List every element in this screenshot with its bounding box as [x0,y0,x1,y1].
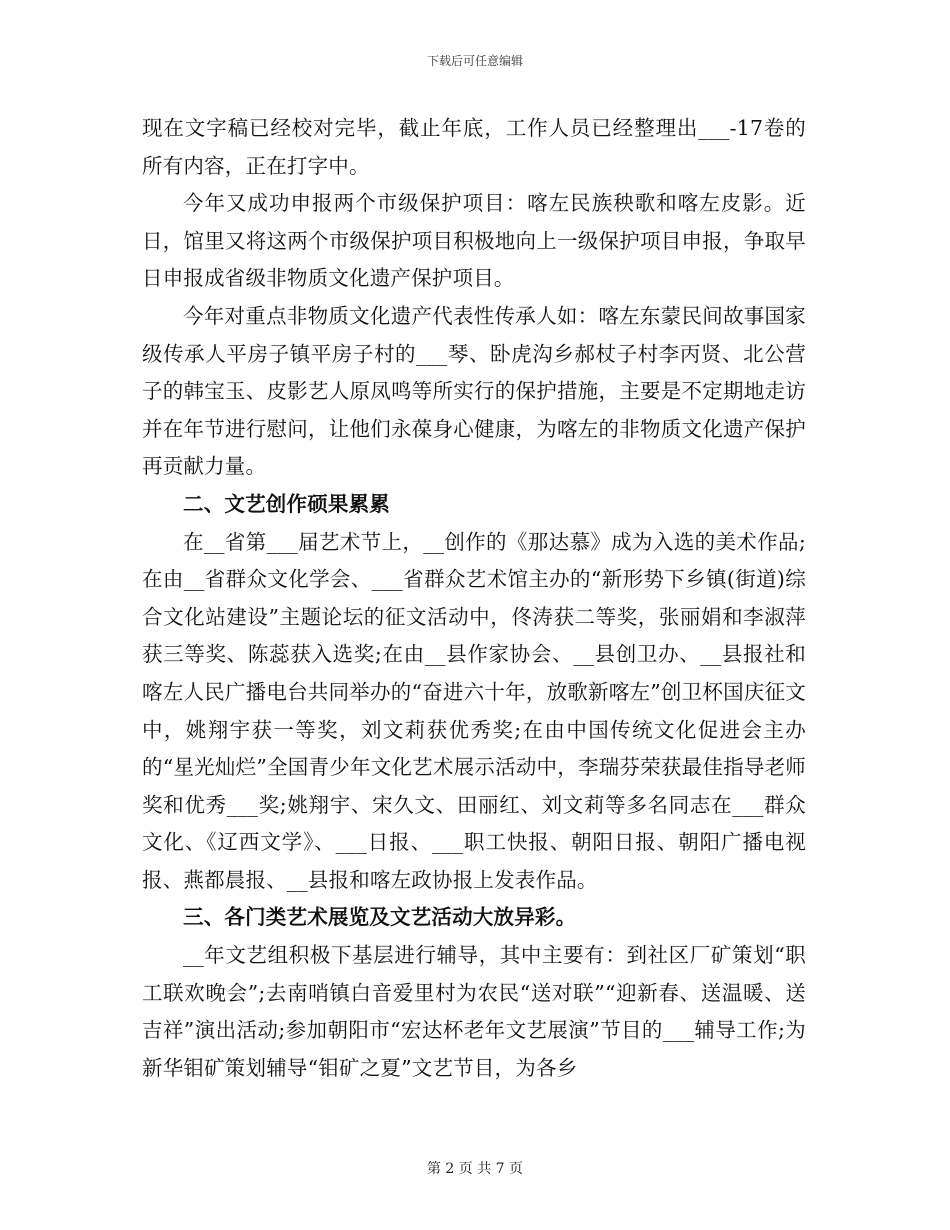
page-header: 下载后可任意编辑 [426,54,523,68]
paragraph-continued: 现在文字稿已经校对完毕，截止年底，工作人员已经整理出___-17卷的所有内容，正在打字中。 [142,116,806,178]
paragraph-protection-projects: 今年又成功申报两个市级保护项目：喀左民族秧歌和喀左皮影。近日，馆里又将这两个市级保护项目积极地向上一级保护项目申报，争取早日申报成省级非物质文化遗产保护项目。 [142,191,806,291]
section-heading-3: 三、各门类艺术展览及文艺活动大放异彩。 [183,905,577,930]
document-body [142,110,806,1087]
paragraph-inheritors: 今年对重点非物质文化遗产代表性传承人如：喀左东蒙民间故事国家级传承人平房子镇平房子村的___琴、卧虎沟乡郝杖子村李丙贤、北公营子的韩宝玉、皮影艺人原凤鸣等所实行的保护措施，主要是不定期地走访并在年节进行慰问，让他们永葆身心健康，为喀左的非物质文化遗产保护再贡献力量。 [142,303,806,479]
page-footer: 第 2 页 共 7 页 [426,1161,524,1177]
paragraph-art-activities: __年文艺组积极下基层进行辅导，其中主要有：到社区厂矿策划“职工联欢晚会”;去南哨镇白音爱里村为农民“送对联”“迎新春、送温暖、送吉祥”演出活动;参加朝阳市“宏达杯老年文艺展演”节目的___辅导工作;为新华钼矿策划辅导“钼矿之夏”文艺节目，为各乡 [142,943,806,1080]
paragraph-art-creation: 在__省第___届艺术节上，__创作的《那达慕》成为入选的美术作品;在由__省群众文化学会、___省群众艺术馆主办的“新形势下乡镇(街道)综合文化站建设”主题论坛的征文活动中，佟涛获二等奖，张丽娟和李淑萍获三等奖、陈蕊获入选奖;在由__县作家协会、__县创卫办、__县报社和喀左人民广播电台共同举办的“奋进六十年，放歌新喀左”创卫杯国庆征文中，姚翔宇获一等奖，刘文莉获优秀奖;在由中国传统文化促进会主办的“星光灿烂”全国青少年文化艺术展示活动中，李瑞芬荣获最佳指导老师奖和优秀___奖;姚翔宇、宋久文、田丽红、刘文莉等多名同志在___群众文化、《辽西文学》、___日报、___职工快报、朝阳日报、朝阳广播电视报、燕都晨报、__县报和喀左政协报上发表作品。 [142,529,806,892]
section-heading-2: 二、文艺创作硕果累累 [183,491,390,516]
